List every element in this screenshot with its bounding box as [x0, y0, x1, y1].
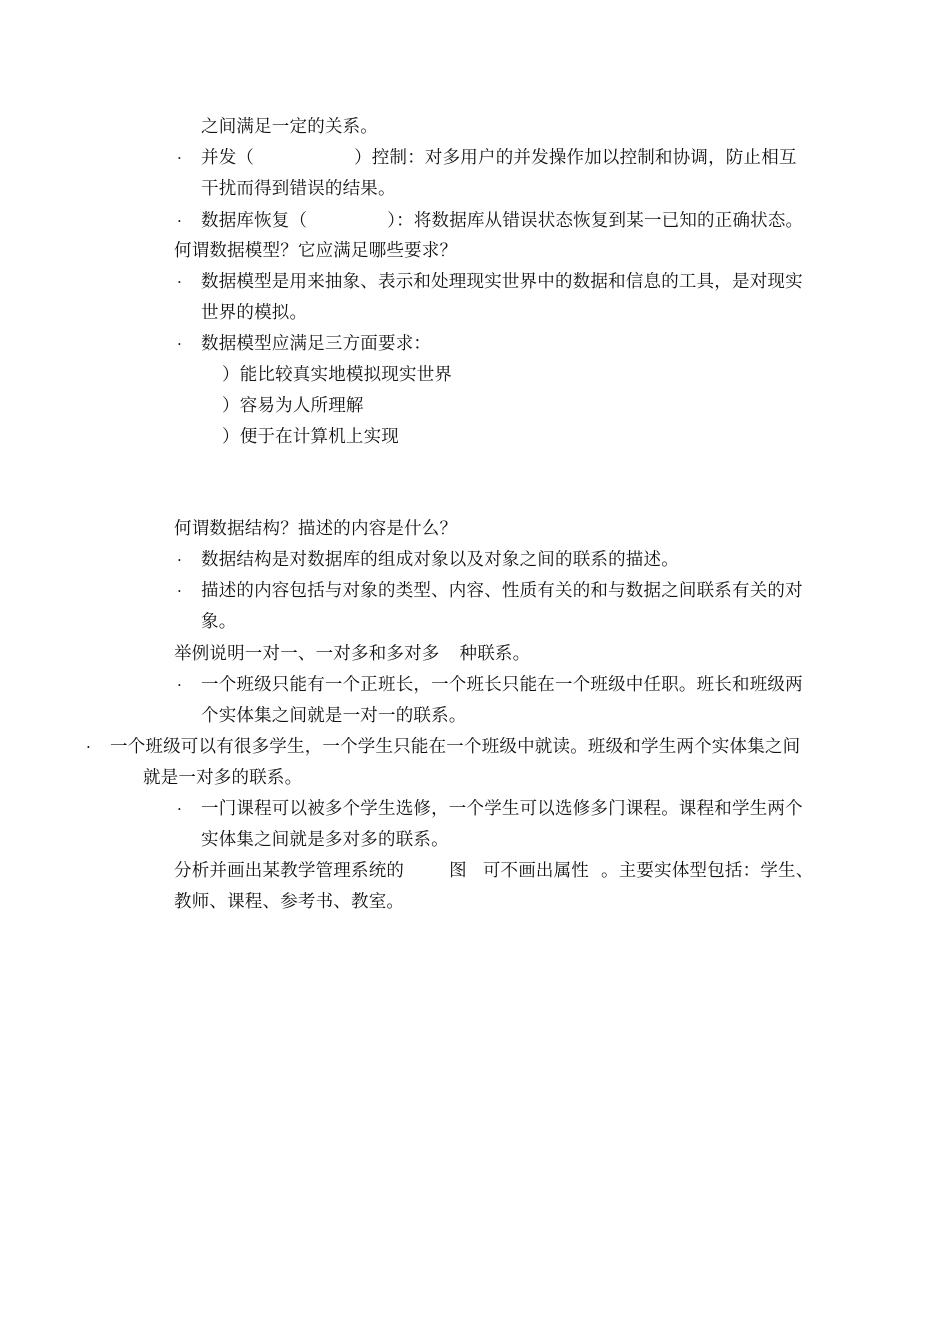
data-structure-definition: 数据结构是对数据库的组成对象以及对象之间的联系的描述。: [201, 550, 679, 570]
bullet: ·: [177, 335, 182, 353]
requirement-item: ）容易为人所理解: [222, 396, 364, 416]
concurrency-suffix: ）控制：对多用户的并发操作加以控制和协调，防止相互: [354, 148, 797, 168]
data-model-definition: 数据模型是用来抽象、表示和处理现实世界中的数据和信息的工具，是对现实: [201, 272, 803, 292]
concurrency-continuation: 干扰而得到错误的结果。: [201, 179, 396, 199]
one-to-one-example: 一个班级只能有一个正班长，一个班长只能在一个班级中任职。班长和班级两: [201, 675, 803, 695]
one-to-many-example-cont: 就是一对多的联系。: [143, 768, 303, 788]
requirement-item: ）能比较真实地模拟现实世界: [222, 365, 453, 385]
bullet: ·: [177, 149, 182, 167]
bullet: ·: [177, 551, 182, 569]
concurrency-prefix: 并发（: [201, 148, 255, 168]
data-model-definition-cont: 世界的模拟。: [201, 303, 308, 323]
many-to-many-example-cont: 实体集之间就是多对多的联系。: [201, 830, 449, 850]
relationship-question-prefix: 举例说明一对一、一对多和多对多: [174, 644, 440, 664]
bullet: ·: [177, 582, 182, 600]
er-task-c: 可不画出属性: [482, 861, 590, 881]
data-structure-question: 何谓数据结构？描述的内容是什么？: [174, 519, 458, 539]
data-model-question: 何谓数据模型？它应满足哪些要求？: [174, 241, 458, 261]
requirement-item: ）便于在计算机上实现: [222, 427, 399, 447]
bullet: ·: [177, 676, 182, 694]
data-structure-content-cont: 象。: [201, 612, 237, 632]
data-structure-content: 描述的内容包括与对象的类型、内容、性质有关的和与数据之间联系有关的对: [201, 581, 803, 601]
recovery-line: [201, 206, 803, 237]
er-task-b: 图: [449, 861, 467, 881]
bullet: ·: [86, 738, 91, 756]
relationship-question-suffix: 种联系。: [459, 644, 531, 664]
one-to-one-example-cont: 个实体集之间就是一对一的联系。: [201, 706, 467, 726]
concurrency-line: [201, 143, 797, 174]
relation-line: 之间满足一定的关系。: [201, 117, 378, 137]
er-diagram-task-cont: 教师、课程、参考书、教室。: [174, 892, 405, 912]
bullet: ·: [177, 800, 182, 818]
er-task-d: 。主要实体型包括：学生、: [601, 861, 814, 881]
er-diagram-task: [174, 856, 813, 887]
recovery-prefix: 数据库恢复（: [201, 211, 308, 231]
requirements-intro: 数据模型应满足三方面要求：: [201, 334, 432, 354]
bullet: ·: [177, 212, 182, 230]
er-task-a: 分析并画出某教学管理系统的: [174, 861, 405, 881]
relationship-question: [174, 639, 530, 670]
one-to-many-example: 一个班级可以有很多学生，一个学生只能在一个班级中就读。班级和学生两个实体集之间: [110, 737, 801, 757]
bullet: ·: [177, 273, 182, 291]
many-to-many-example: 一门课程可以被多个学生选修，一个学生可以选修多门课程。课程和学生两个: [201, 799, 803, 819]
recovery-suffix: ）：将数据库从错误状态恢复到某一已知的正确状态。: [387, 211, 804, 231]
